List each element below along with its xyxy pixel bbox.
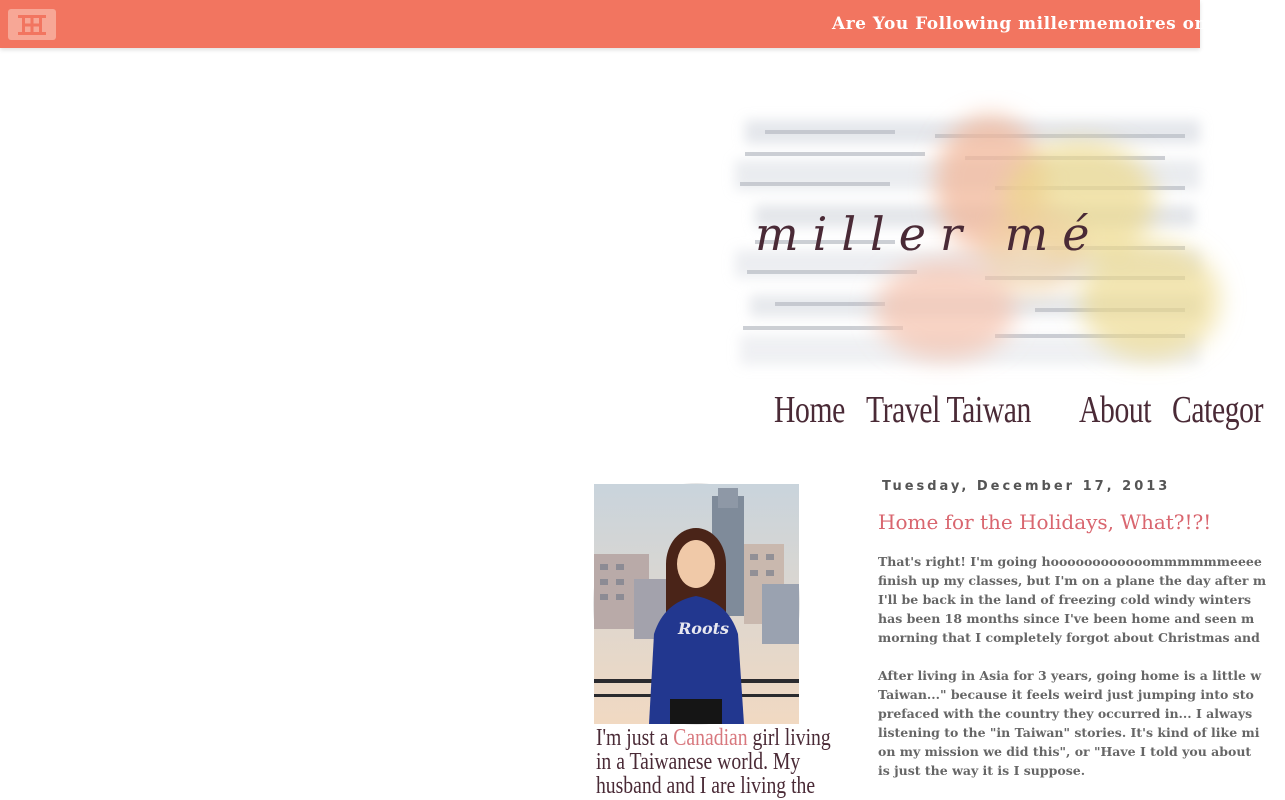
sidebar-bio [574, 725, 831, 799]
post-line: listening to the "in Taiwan" stories. It's kind of like mi [878, 725, 1260, 740]
post-line: on my mission we did this", or "Have I told you about [878, 744, 1252, 759]
nav-home[interactable]: Home [774, 389, 845, 431]
post-line: I'll be back in the land of freezing cold windy winters [878, 592, 1252, 607]
post-line: morning that I completely forgot about Christmas and [878, 630, 1260, 645]
bio-text: girl living [747, 725, 831, 751]
top-bar [0, 0, 1208, 48]
post-line: finish up my classes, but I'm on a plane the day after m [878, 573, 1267, 588]
bio-line-3: husband and I are living the [595, 773, 816, 799]
post-line: has been 18 months since I've been home and seen m [878, 611, 1255, 626]
post-line: prefaced with the country they occurred in... I always [878, 706, 1253, 721]
follow-banner-title[interactable]: Are You Following millermemoires on [832, 14, 1208, 34]
svg-text:Roots: Roots [678, 619, 730, 638]
hatena-logo-icon[interactable] [8, 9, 56, 40]
post-line: Taiwan..." because it feels weird just jumping into sto [878, 687, 1254, 702]
post-line: That's right! I'm going hoooooooooooommmmmmeeee [878, 554, 1262, 569]
profile-photo [593, 483, 800, 725]
bio-line-2: in a Taiwanese world. My [595, 749, 801, 775]
blog-title: miller mé [755, 207, 1104, 261]
post-body [878, 552, 1267, 780]
nav-travel-taiwan[interactable]: Travel Taiwan [865, 389, 1031, 431]
blog-header-banner[interactable] [735, 90, 1200, 390]
post-line: After living in Asia for 3 years, going home is a little w [878, 668, 1262, 683]
post-date: Tuesday, December 17, 2013 [882, 479, 1171, 494]
paragraph-gap [878, 647, 1200, 666]
post-line: is just the way it is I suppose. [878, 763, 1086, 778]
nav-about[interactable]: About [1078, 389, 1151, 431]
nav-categories[interactable]: Categor [1172, 389, 1264, 431]
bio-highlight-canadian: Canadian [673, 725, 748, 751]
main-nav [774, 388, 1285, 438]
post-title[interactable]: Home for the Holidays, What?!?! [878, 510, 1212, 534]
bio-text: I'm just a [595, 725, 674, 751]
bio-line-1 [595, 725, 831, 751]
